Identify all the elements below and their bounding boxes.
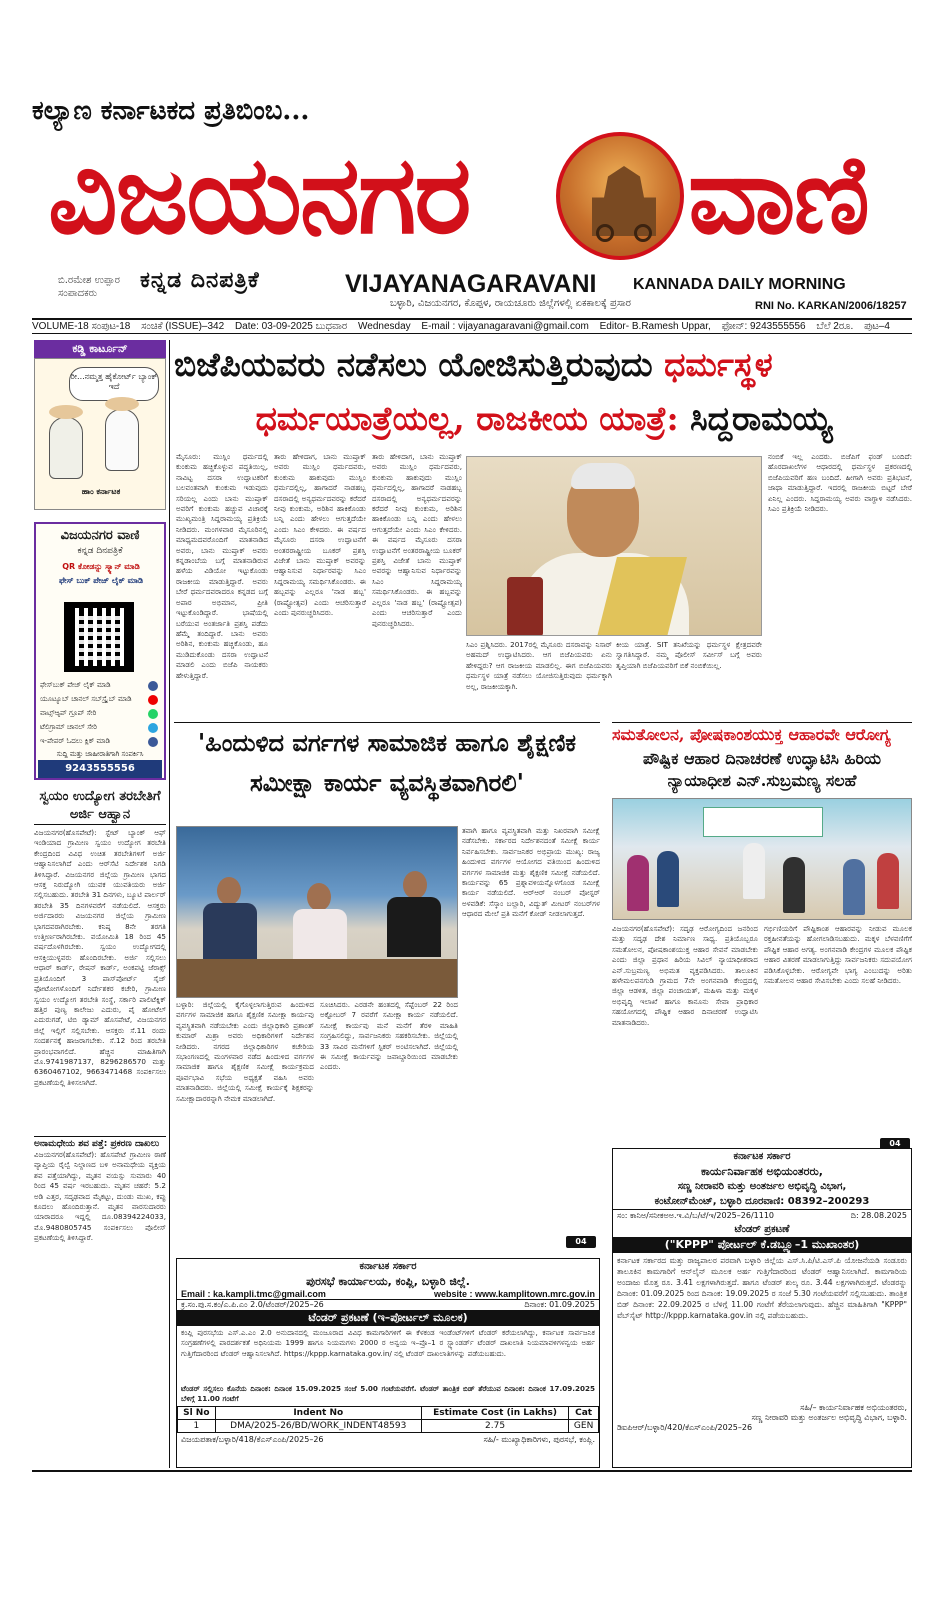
kampli-website[interactable]: website : www.kamplitown.mrc.gov.in	[433, 1289, 595, 1299]
kampli-tender-notice	[176, 1258, 600, 1468]
table-cell: DMA/2025-26/BD/WORK_INDENT48593	[215, 1420, 421, 1433]
kampli-date: ದಿನಾಂಕ: 01.09.2025	[524, 1300, 595, 1309]
issue: ಸಂಚಿಕೆ (ISSUE)–342	[141, 321, 225, 332]
email: E-mail : vijayanagaravani@gmail.com	[421, 321, 589, 332]
continued-page-tag: 04	[566, 1236, 596, 1248]
qr-line-2: ಫೇಸ್ ಬುಕ್ ಪೇಜ್ ಲೈಕ್ ಮಾಡಿ	[58, 576, 144, 585]
irrigation-sign-2: ಸಣ್ಣ ನೀರಾವರಿ ಮತ್ತು ಅಂತರ್ಜಲ ಅಭಿವೃದ್ಧಿ ವಿಭಾಗ, ಬಳ್ಳಾರಿ.	[751, 1413, 907, 1422]
contact-label: ಸುದ್ದಿ ಮತ್ತು ಜಾಹೀರಾತಿಗಾಗಿ ಸಂಪರ್ಕಿಸಿ	[56, 750, 144, 758]
irrigation-tender-notice	[612, 1148, 912, 1468]
kampli-ref: ಕ್ರ.ಸಂ.ಪು.ಸ.ಕಂ/ಎ.ಪಿ.ಎಂ 2.0/ಟೆಂಡರ್/2025–26	[181, 1300, 324, 1309]
nutrition-event-photo	[612, 798, 912, 920]
kampli-dates: ಟೆಂಡರ್ ಸಲ್ಲಿಸಲು ಕೊನೆಯ ದಿನಾಂಕ: ದಿನಾಂಕ 15.09.2025 ಸಂಜೆ 5.00 ಗಂಟೆಯವರೆಗೆ. ಟೆಂಡರ್ ತಾಂತ್ರಿಕ ಬಿಡ್ ತೆರೆಯುವ ದಿನಾಂಕ: ದಿನಾಂಕ 17.09.2025 ಬೆಳಿಗ್ಗೆ 11.00 ಗಂಟೆಗೆ	[181, 1384, 595, 1404]
english-name: VIJAYANAGARAVANI	[345, 270, 597, 298]
kampli-footer-left: ವಿಜಯಪತಾಕ/ಬಳ್ಳಾರಿ/418/ಕೆಎಸ್‌ಎಂಪಿ/2025–26	[181, 1435, 324, 1444]
nutrition-column-2: ಗರ್ಭಿಣಿಯರಿಗೆ ಪೌಷ್ಟಿಕಾಂಶ ಆಹಾರವನ್ನು ನೀಡುವ ಮೂಲಕ ರಕ್ತಹೀನತೆಯನ್ನು ಹೋಗಲಾಡಿಸಬಹುದು. ಮಕ್ಕಳ ಬೆಳವಣಿಗೆಗೆ ಪೌಷ್ಟಿಕ ಆಹಾರ ಅಗತ್ಯ. ಅಂಗನವಾಡಿ ಕೇಂದ್ರಗಳ ಮೂಲಕ ಪೌಷ್ಟಿಕ ಆಹಾರ ವಿತರಣೆ ಮಾಡಲಾಗುತ್ತಿದ್ದು ಸಾರ್ವಜನಿಕರು ಸದುಪಯೋಗ ಪಡಿಸಿಕೊಳ್ಳಬೇಕು. ಆರೋಗ್ಯವೇ ಭಾಗ್ಯ ಎಂಬುದನ್ನು ಅರಿತು ಸಮತೋಲನ ಆಹಾರ ಸೇವಿಸಬೇಕು ಎಂದು ಸಲಹೆ ನೀಡಿದರು.	[764, 924, 912, 986]
lead-headline2-black: ಸಿದ್ದರಾಮಯ್ಯ	[690, 399, 833, 438]
kampli-indent-table	[177, 1406, 599, 1433]
kannada-daily-label: ಕನ್ನಡ ದಿನಪತ್ರಿಕೆ	[140, 268, 260, 293]
page-bottom-rule	[32, 1470, 912, 1472]
irrigation-office-3: ಕಂಟೋನ್‌ಮೆಂಟ್, ಬಳ್ಳಾರಿ ದೂರವಾಣಿ: 08392–200293	[654, 1196, 870, 1207]
cartoon-caption: ಹಾಂ ಕರ್ನಾಟಕ	[81, 487, 121, 496]
qr-promo-box	[34, 522, 166, 780]
contact-phone[interactable]: 9243555556	[38, 760, 162, 778]
issue-info-bar	[32, 318, 912, 334]
editor-credit	[58, 274, 120, 300]
survey-column-2: ಸೂಚಿಸಿದರು. ಎರಡನೇ ಹಂತದಲ್ಲಿ ಸೆಪ್ಟೆಂಬರ್ 22 ರಿಂದ ಅಕ್ಟೋಬರ್ 7 ರವರೆಗೆ ಸಮೀಕ್ಷಾ ಕಾರ್ಯ ನಡೆಯಲಿದೆ. ಸಮೀಕ್ಷೆ ಕಾರ್ಯವು ಮನೆ ಮನೆಗೆ ತೆರಳಿ ಮಾಹಿತಿ ಸಂಗ್ರಹಿಸಲಿದ್ದು, ಸಾರ್ವಜನಿಕರು ಸಹಕರಿಸಬೇಕು. ಜಿಲ್ಲೆಯಲ್ಲಿ 33 ಸಾವಿರ ಮನೆಗಳಿಗೆ ಸ್ಟಿಕರ್ ಅಂಟಿಸಲಾಗಿದೆ. ಜಿಲ್ಲೆಯಲ್ಲಿ ಈ ಸಮೀಕ್ಷೆ ಕಾರ್ಯವನ್ನು ಜವಾಬ್ದಾರಿಯಿಂದ ಮಾಡಬೇಕು ಎಂದರು.	[320, 1000, 458, 1072]
irrigation-office-2: ಸಣ್ಣ ನೀರಾವರಿ ಮತ್ತು ಅಂತರ್ಜಲ ಅಭಿವೃದ್ಧಿ ವಿಭಾಗ,	[677, 1181, 847, 1192]
qr-subtitle: ಕನ್ನಡ ದಿನಪತ್ರಿಕೆ	[77, 546, 123, 556]
rni-number: RNI No. KARKAN/2006/18257	[755, 300, 907, 312]
epaper-icon[interactable]	[148, 737, 158, 747]
qr-line-1: QR ಕೋಡನ್ನು ಸ್ಕ್ಯಾನ್ ಮಾಡಿ	[62, 562, 140, 571]
table-cell: 1	[178, 1420, 216, 1433]
kampli-office: ಪುರಸಭೆ ಕಾರ್ಯಾಲಯ, ಕಂಪ್ಲಿ, ಬಳ್ಳಾರಿ ಜಿಲ್ಲೆ.	[306, 1275, 470, 1288]
editor-role: ಸಂಪಾದಕರು	[58, 288, 98, 299]
lead-headline-line1	[174, 340, 914, 390]
survey-column-1: ಬಳ್ಳಾರಿ: ಜಿಲ್ಲೆಯಲ್ಲಿ ಕೈಗೊಳ್ಳಲಾಗುತ್ತಿರುವ ಹಿಂದುಳಿದ ವರ್ಗಗಳ ಸಾಮಾಜಿಕ ಹಾಗೂ ಶೈಕ್ಷಣಿಕ ಸಮೀಕ್ಷಾ ಕಾರ್ಯವು ವ್ಯವಸ್ಥಿತವಾಗಿ ನಡೆಯಬೇಕು ಎಂದು ಜಿಲ್ಲಾಧಿಕಾರಿ ಪ್ರಶಾಂತ್ ಕುಮಾರ್ ಮಿಶ್ರಾ ಅವರು ಅಧಿಕಾರಿಗಳಿಗೆ ನಿರ್ದೇಶನ ನೀಡಿದರು. ನಗರದ ಜಿಲ್ಲಾಧಿಕಾರಿಗಳ ಕಚೇರಿಯ ಸಭಾಂಗಣದಲ್ಲಿ ಮಂಗಳವಾರ ನಡೆದ ಹಿಂದುಳಿದ ವರ್ಗಗಳ ಸಾಮಾಜಿಕ ಹಾಗೂ ಶೈಕ್ಷಣಿಕ ಸಮೀಕ್ಷೆ ಕಾರ್ಯಕ್ರಮದ ಪೂರ್ವಭಾವಿ ಸಭೆಯ ಅಧ್ಯಕ್ಷತೆ ವಹಿಸಿ ಅವರು ಮಾತನಾಡಿದರು. ಜಿಲ್ಲೆಯಲ್ಲಿ ಸಮೀಕ್ಷೆ ಕಾರ್ಯಕ್ಕೆ ಶಿಕ್ಷಕರನ್ನು ಸಮೀಕ್ಷಾದಾರರನ್ನಾಗಿ ನೇಮಕ ಮಾಡಲಾಗಿದೆ.	[176, 1000, 314, 1103]
irrigation-footer: ಡಿಐಪಿಆರ್/ಬಳ್ಳಾರಿ/420/ಕೆಎಸ್‌ಎಂಪಿ/2025–26	[617, 1423, 753, 1432]
youtube-icon[interactable]	[148, 695, 158, 705]
story-self-employment-body: ವಿಜಯನಗರ(ಹೊಸಪೇಟೆ): ಸ್ಟೇಟ್ ಬ್ಯಾಂಕ್ ಆಫ್ ಇಂಡಿಯಾದ ಗ್ರಾಮೀಣ ಸ್ವಯಂ ಉದ್ಯೋಗ ತರಬೇತಿ ಕೇಂದ್ರದಿಂದ ವಿವಿಧ ಉಚಿತ ತರಬೇತಿಗಳಿಗೆ ಅರ್ಜಿ ಆಹ್ವಾನಿಸಲಾಗಿದೆ ಎಂದು ಆರ್‌ಸೆಟಿ ನಿರ್ದೇಶಕ ನಿಗಡಿ ತಿಳಿಸಿದ್ದಾರೆ. ವಿಜಯನಗರ ಜಿಲ್ಲೆಯ ಗ್ರಾಮೀಣ ಭಾಗದ ಆಸಕ್ತ ನಿರುದ್ಯೋಗಿ ಯುವಕ ಯುವತಿಯರು ಅರ್ಜಿ ಸಲ್ಲಿಸಬಹುದು. ತರಬೇತಿ 31 ದಿನಗಳು, ಬ್ಯೂಟಿ ಪಾರ್ಲರ್ ತರಬೇತಿ 35 ದಿನಗಳವರೆಗೆ ನಡೆಯಲಿದೆ. ಆಸಕ್ತರು ಅರ್ಜಿದಾರರು ವಿಜಯನಗರ ಜಿಲ್ಲೆಯ ಗ್ರಾಮೀಣ ಭಾಗದವರಾಗಿರಬೇಕು. ಕನಿಷ್ಠ 8ನೇ ತರಗತಿ ಉತ್ತೀರ್ಣರಾಗಿರಬೇಕು. ವಯೋಮಿತಿ 18 ರಿಂದ 45 ವರ್ಷದೊಳಗಿರಬೇಕು. ಸ್ವಯಂ ಉದ್ಯೋಗದಲ್ಲಿ ಆಸಕ್ತಿಯುಳ್ಳವರು ಹೊಂದಿರಬೇಕು. ಅರ್ಜಿ ಸಲ್ಲಿಸಲು ಆಧಾರ್ ಕಾರ್ಡ್, ರೇಷನ್ ಕಾರ್ಡ್, ಅಂಕಪಟ್ಟಿ ಜೆರಾಕ್ಸ್ ಪ್ರತಿಯೊಂದಿಗೆ 3 ಪಾಸ್‌ಪೋರ್ಟ್ ಸೈಜ್ ಫೋಟೋಗಳೊಂದಿಗೆ ನಿರ್ದೇಶಕರ ಕಚೇರಿ, ಗ್ರಾಮೀಣ ಸ್ವಯಂ ಉದ್ಯೋಗ ತರಬೇತಿ ಸಂಸ್ಥೆ, ಸರ್ಕಾರಿ ಪಾಲಿಟೆಕ್ನಿಕ್ ಹತ್ತಿರ ಪುಣ್ಯ ಕಾಲೇಜು ಎದುರು, ಪೈ ಹೋಟೆಲ್ ಎದುರುಗಡೆ, ಟಿಬಿ ಡ್ಯಾಮ್ ಹೊಸಪೇಟೆ, ವಿಜಯನಗರ ಜಿಲ್ಲೆ ಇಲ್ಲಿಗೆ ಸಲ್ಲಿಸಬೇಕು. ಆಸಕ್ತರು ಸೆ.11 ರಂದು ಸಂದರ್ಶನಕ್ಕೆ ಹಾಜರಾಗಬೇಕು. ಸೆ.12 ರಿಂದ ತರಬೇತಿ ಪ್ರಾರಂಭವಾಗಲಿದೆ. ಹೆಚ್ಚಿನ ಮಾಹಿತಿಗಾಗಿ ಮೊ.9741987137, 8296286570 ಮತ್ತು 6360467102, 9663471468 ಸಂಪರ್ಕಿಸಲು ಪ್ರಕಟಣೆಯಲ್ಲಿ ತಿಳಿಸಲಾಗಿದೆ.	[34, 828, 166, 1087]
lead-headline-black: ಬಿಜೆಪಿಯವರು ನಡೆಸಲು ಯೋಜಿಸುತ್ತಿರುವುದು	[174, 345, 653, 384]
story-body-found-title: ಅನಾಮಧೇಯ ಶವ ಪತ್ತೆ: ಪ್ರಕರಣ ದಾಖಲು	[34, 1136, 166, 1149]
kampli-tender-label: ಟೆಂಡರ್ ಪ್ರಕಟಣೆ (ಇ–ಪೋರ್ಟಲ್ ಮೂಲಕ)	[177, 1310, 599, 1326]
survey-meeting-photo	[176, 826, 458, 998]
facebook-icon[interactable]	[148, 681, 158, 691]
hampi-stone-chariot-icon	[556, 132, 684, 260]
story-self-employment-title: ಸ್ವಯಂ ಉದ್ಯೋಗ ತರಬೇತಿಗೆ ಅರ್ಜಿ ಆಹ್ವಾನ	[34, 788, 166, 825]
table-cell: 2.75	[421, 1420, 568, 1433]
table-header: Indent No	[215, 1407, 421, 1420]
volume: VOLUME-18 ಸಂಪುಟ-18	[32, 321, 131, 332]
story-body-found-body: ವಿಜಯನಗರ(ಹೊಸಪೇಟೆ): ಹೊಸಪೇಟೆ ಗ್ರಾಮೀಣ ಠಾಣೆ ವ್ಯಾಪ್ತಿಯ ರೈಲ್ವೆ ನಿಲ್ದಾಣದ ಬಳಿ ಅನಾಮಧೇಯ ವ್ಯಕ್ತಿಯ ಶವ ಪತ್ತೆಯಾಗಿದ್ದು, ಮೃತನ ವಯಸ್ಸು ಸುಮಾರು 40 ರಿಂದ 45 ವರ್ಷ ಇರಬಹುದು. ಮೃತನ ಚಹರೆ: 5.2 ಅಡಿ ಎತ್ತರ, ಸದೃಢವಾದ ಮೈಕಟ್ಟು, ದುಂಡು ಮುಖ, ಕಪ್ಪು ಕೂದಲು ಹೊಂದಿರುತ್ತಾನೆ. ಮೃತನ ವಾರಸುದಾರರು ಯಾರಾದರೂ ಇದ್ದಲ್ಲಿ ದೂ.08394224033, ಮೊ.9480805745 ಸಂಪರ್ಕಿಸಲು ಪೊಲೀಸ್ ಪ್ರಕಟಣೆಯಲ್ಲಿ ತಿಳಿಸಿದ್ದಾರೆ.	[34, 1150, 166, 1243]
whatsapp-icon[interactable]	[148, 709, 158, 719]
cartoon-bubble: ರೀ...ನಮ್ಮತ್ತ ಹೈಕೋರ್ಟ್ ಬ್ಯಾಂಕ್ ಇದೆ	[69, 367, 159, 401]
cartoon-figure-right	[105, 409, 139, 471]
editor: Editor- B.Ramesh Uppar,	[599, 321, 711, 332]
column-rule	[169, 340, 170, 1468]
kampli-email[interactable]: Email : ka.kampli.tmc@gmail.com	[181, 1289, 326, 1299]
lead-column-2b: ತಾರು ಹೇಳಿದಾಗ, ಬಾನು ಮುಷ್ತಾಕ್ ಅವರು ಮುಸ್ಲಿಂ ಧರ್ಮದವರು, ಕುಂಕುಮ ಹಾಕುವುದು ಮುಸ್ಲಿಂ ಧರ್ಮದಲ್ಲಿಲ್ಲ, ಹಾಗಾದರೆ ನಾಡಹಬ್ಬ ದಸರಾದಲ್ಲಿ ಅನ್ಯಧರ್ಮದವರನ್ನು ಕರೆದರೆ ನೀವು ಕುಂಕುಮ, ಅರಿಶಿನ ಹಾಕಿಕೊಂಡು ಬನ್ನಿ ಎಂದು ಹೇಳಲು ಆಗುತ್ತದೆಯೇ ಎಂದು ಸಿಎಂ ಕೇಳಿದರು. ಈ ವರ್ಷದ ಮೈಸೂರು ದಸರಾ ಉದ್ಘಾಟನೆಗೆ ಅಂತರರಾಷ್ಟ್ರೀಯ ಬೂಕರ್ ಪ್ರಶಸ್ತಿ ವಿಜೇತೆ ಬಾನು ಮುಷ್ತಾಕ್ ಅವರನ್ನು ಆಹ್ವಾನಿಸುವ ನಿರ್ಧಾರವನ್ನು ಸಿಎಂ ಸಿದ್ದರಾಮಯ್ಯ ಸಮರ್ಥಿಸಿಕೊಂಡರು. ಈ ಹಬ್ಬವನ್ನು ಎಲ್ಲರೂ 'ನಾಡ ಹಬ್ಬ' (ರಾಷ್ಟ್ರೋತ್ಸವ) ಎಂದು ಆಚರಿಸುತ್ತಾರೆ ಎಂದು ಪುನರುಚ್ಚರಿಸಿದರು.	[372, 452, 462, 628]
lead-column-2: ತಾರು ಹೇಳಿದಾಗ, ಬಾನು ಮುಷ್ತಾಕ್ ಅವರು ಮುಸ್ಲಿಂ ಧರ್ಮದವರು, ಕುಂಕುಮ ಹಾಕುವುದು ಮುಸ್ಲಿಂ ಧರ್ಮದಲ್ಲಿಲ್ಲ, ಹಾಗಾದರೆ ನಾಡಹಬ್ಬ ದಸರಾದಲ್ಲಿ ಅನ್ಯಧರ್ಮದವರನ್ನು ಕರೆದರೆ ನೀವು ಕುಂಕುಮ, ಅರಿಶಿನ ಹಾಕಿಕೊಂಡು ಬನ್ನಿ ಎಂದು ಹೇಳಲು ಆಗುತ್ತದೆಯೇ ಎಂದು ಸಿಎಂ ಕೇಳಿದರು. ಈ ವರ್ಷದ ಮೈಸೂರು ದಸರಾ ಉದ್ಘಾಟನೆಗೆ ಅಂತರರಾಷ್ಟ್ರೀಯ ಬೂಕರ್ ಪ್ರಶಸ್ತಿ ವಿಜೇತೆ ಬಾನು ಮುಷ್ತಾಕ್ ಅವರನ್ನು ಆಹ್ವಾನಿಸುವ ನಿರ್ಧಾರವನ್ನು ಸಿಎಂ ಸಿದ್ದರಾಮಯ್ಯ ಸಮರ್ಥಿಸಿಕೊಂಡರು. ಈ ಹಬ್ಬವನ್ನು ಎಲ್ಲರೂ 'ನಾಡ ಹಬ್ಬ' (ರಾಷ್ಟ್ರೋತ್ಸವ) ಎಂದು ಆಚರಿಸುತ್ತಾರೆ ಎಂದು ಪುನರುಚ್ಚರಿಸಿದರು.	[274, 452, 366, 618]
table-row	[178, 1420, 599, 1433]
link-telegram[interactable]: ಟೆಲಿಗ್ರಾಮ್ ಚಾನಲ್ ಸೇರಿ	[40, 723, 97, 731]
nutrition-headline: ಸಮತೋಲನ, ಪೋಷಕಾಂಶಯುಕ್ತ ಆಹಾರವೇ ಆರೋಗ್ಯ	[612, 722, 912, 747]
date: Date: 03-09-2025 ಬುಧವಾರ	[234, 321, 348, 332]
lead-headline-red: ಧರ್ಮಸ್ಥಳ	[664, 345, 773, 384]
editor-name: ಬಿ.ರಮೇಶ ಉಪ್ಪಾರ	[58, 275, 120, 286]
qr-title: ವಿಜಯನಗರ ವಾಣಿ	[60, 528, 140, 543]
link-facebook[interactable]: ಫೇಸ್‌ಬುಕ್ ಪೇಜ್ ಲೈಕ್ ಮಾಡಿ	[40, 681, 111, 689]
irrigation-date: ದಿ: 28.08.2025	[850, 1211, 907, 1220]
phone: ಫೋನ್: 9243555556	[721, 321, 806, 332]
lead-column-3: ಸಿಎಂ ಪ್ರಶ್ನಿಸಿದರು. 2017ರಲ್ಲಿ ಮೈಸೂರು ದಸರಾವನ್ನು ನಿಸಾರ್ ಅಹಮದ್ ಉದ್ಘಾಟಿಸಿದರು. ಆಗ ಬಿಜೆಪಿಯವರು ಏನು ಹೇಳಿದ್ದರು? ಆಗ ರಾಜಕೀಯ ಮಾಡಲಿಲ್ಲ. ಈಗ ಬಿಜೆಪಿಯವರು ಧರ್ಮಸ್ಥಳ ಯಾತ್ರೆ ನಡೆಸಲು ಯೋಜಿಸುತ್ತಿರುವುದು ಧರ್ಮಕ್ಕಾಗಿ ಅಲ್ಲ, ರಾಜಕೀಯಕ್ಕಾಗಿ.	[466, 640, 612, 691]
cartoon-panel	[34, 358, 166, 510]
lead-column-1: ಮೈಸೂರು: ಮುಸ್ಲಿಂ ಧರ್ಮದಲ್ಲಿ ಕುಂಕುಮ ಹಚ್ಚಿಕೊಳ್ಳುವ ಪದ್ಧತಿಯಿಲ್ಲ, ನಾವಿಟ್ಟ ದಸರಾ ಉದ್ಘಾಟಕರಿಗೆ ಬಲವಂತವಾಗಿ ಕುಂಕುಮ ಇಡುವುದು ಸರಿಯಲ್ಲ ಎಂದು ಬಾನು ಮುಷ್ತಾಕ್ ಅವರಿಗೆ ಕುಂಕುಮ ಹಚ್ಚುವ ವಿಚಾರಕ್ಕೆ ಮುಖ್ಯಮಂತ್ರಿ ಸಿದ್ದರಾಮಯ್ಯ ಪ್ರತಿಕ್ರಿಯೆ ನೀಡಿದರು. ಮಂಗಳವಾರ ಮೈಸೂರಿನಲ್ಲಿ ಮಾಧ್ಯಮದವರೊಂದಿಗೆ ಮಾತನಾಡಿದ ಅವರು, ಬಾನು ಮುಷ್ತಾಕ್ ಅವರು ಕನ್ನಡಾಂಬೆಯ ಬಗ್ಗೆ ಮಾತನಾಡಿರುವ ಹಳೆಯ ವಿಡಿಯೋ ಇಟ್ಟುಕೊಂಡು ರಾಜಕೀಯ ಮಾಡುತ್ತಿದ್ದಾರೆ. ಅವರು ಬೇರೆ ಧರ್ಮದವರಾದರೂ ಕನ್ನಡದ ಬಗ್ಗೆ ಅಪಾರ ಅಭಿಮಾನ, ಪ್ರೀತಿ ಇಟ್ಟುಕೊಂಡಿದ್ದಾರೆ. ಭಾಷೆಯಲ್ಲಿ ಬರೆಯುವ ಅಂತರ್ಜಾತಿ ಪ್ರಶಸ್ತಿ ಪಡೆದು ಹೆಮ್ಮೆ ತಂದಿದ್ದಾರೆ. ಬಾನು ಅವರು ಅರಿಶಿನ, ಕುಂಕುಮ ಹಚ್ಚಿಕೊಂಡು, ಹೂ ಮುಡಿದುಕೊಂಡು ದಸರಾ ಉದ್ಘಾಟನೆ ಮಾಡಲಿ ಎಂದು ಬಿಜೆಪಿ ನಾಯಕರು ಹೇಳುತ್ತಿದ್ದಾರೆ.	[176, 452, 268, 680]
irrigation-office-1: ಕಾರ್ಯನಿರ್ವಾಹಕ ಅಭಿಯಂತರರು,	[701, 1165, 823, 1178]
nutrition-subhead: ಪೌಷ್ಟಿಕ ಆಹಾರ ದಿನಾಚರಣೆ ಉದ್ಘಾಟಿಸಿ ಹಿರಿಯ ನ್ಯಾಯಾಧೀಶ ಎನ್.ಸುಬ್ರಮಣ್ಯ ಸಲಹೆ	[642, 749, 882, 790]
link-epaper[interactable]: ಇ-ಪೇಪರ್ ಓದಲು ಕ್ಲಿಕ್ ಮಾಡಿ	[40, 737, 111, 745]
irrigation-ref: ಸಂ: ಕಾನಿಅ/ಸನೀಕಅಅ.ಇ.ವಿ/ಬ/ಟೆ/ಇ/2025–26/1110	[617, 1211, 775, 1220]
masthead-title-left: ವಿಜಯನಗರ	[48, 132, 470, 258]
telegram-icon[interactable]	[148, 723, 158, 733]
english-subtitle: KANNADA DAILY MORNING	[633, 276, 846, 293]
masthead	[48, 130, 908, 270]
lead-column-4: ಕೀಯ ಯಾತ್ರೆ. SIT ತನಿಖೆಯನ್ನು ಧರ್ಮಸ್ಥಳ ಕ್ಷೇತ್ರದವರೇ ಸ್ವಾಗತಿಸಿದ್ದಾರೆ. ನಮ್ಮ ಪೊಲೀಸ್ ಸರ್ವೀಸ್ ಬಗ್ಗೆ ಅವರು ತೃಪ್ತಿಯಾಗಿ ಬಿಜೆಪಿಯವರಿಗೆ ಬಿಕೆ ನಂಬಿಕೆಯಿಲ್ಲ.	[616, 640, 762, 670]
lead-headline2-red: ಧರ್ಮಯಾತ್ರೆಯಲ್ಲ, ರಾಜಕೀಯ ಯಾತ್ರೆ:	[255, 399, 679, 438]
kampli-govt: ಕರ್ನಾಟಕ ಸರ್ಕಾರ	[359, 1261, 417, 1272]
table-header: Sl No	[178, 1407, 216, 1420]
kampli-footer-right: ಸಹಿ/- ಮುಖ್ಯಾಧಿಕಾರಿಗಳು, ಪುರಸಭೆ, ಕಂಪ್ಲಿ.	[483, 1435, 595, 1444]
lead-headline-line2	[174, 394, 914, 444]
link-youtube[interactable]: ಯೂಟ್ಯೂಬ್ ಚಾನಲ್ ಸಬ್‌ಸ್ಕ್ರೈಬ್ ಮಾಡಿ	[40, 695, 132, 703]
link-whatsapp[interactable]: ವಾಟ್ಸ್‌ಆ್ಯಪ್ ಗ್ರೂಪ್ ಸೇರಿ	[40, 709, 97, 717]
table-header: Estimate Cost (in Lakhs)	[421, 1407, 568, 1420]
lead-column-5: ನಂಬಿಕೆ ಇಲ್ಲ ಎಂದರು. ಬಿಜೆಪಿಗೆ ಫಂಡ್ ಬಂದಿದೆ: ಹೊರದಾಖಲೆಗಳ ಆಧಾರದಲ್ಲಿ ಧರ್ಮಸ್ಥಳ ಪ್ರಕರಣದಲ್ಲಿ ಬಿಜೆಪಿಯವರಿಗೆ ಹಣ ಬಂದಿದೆ. ಹೀಗಾಗಿ ಅವರು ಪ್ರತಿಭಟನೆ, ಜಾಥಾ ಮಾಡುತ್ತಿದ್ದಾರೆ. ಇದರಲ್ಲಿ ರಾಜಕೀಯ ಬಿಟ್ಟರೆ ಬೇರೆ ಏನಿಲ್ಲ ಎಂದರು. ಸಿದ್ದರಾಮಯ್ಯ ಅವರು ವಾಗ್ದಾಳಿ ನಡೆಸಿದರು. ಸಿಎಂ ಪ್ರತಿಕ್ರಿಯೆ ನೀಡಿದರು.	[768, 452, 912, 514]
survey-headline: 'ಹಿಂದುಳಿದ ವರ್ಗಗಳ ಸಾಮಾಜಿಕ ಹಾಗೂ ಶೈಕ್ಷಣಿಕ ಸಮೀಕ್ಷಾ ಕಾರ್ಯ ವ್ಯವಸ್ಥಿತವಾಗಿರಲಿ'	[174, 722, 600, 803]
cartoon-figure-left	[49, 417, 83, 479]
qr-code-icon[interactable]	[64, 602, 134, 672]
table-cell: GEN	[569, 1420, 599, 1433]
masthead-tagline: ಕಲ್ಯಾಣ ಕರ್ನಾಟಕದ ಪ್ರತಿಬಿಂಬ...	[32, 96, 310, 126]
masthead-title-right: ವಾಣಿ	[688, 132, 868, 258]
survey-column-3: ತವಾಗಿ ಹಾಗೂ ವ್ಯವಸ್ಥಿತವಾಗಿ ಮತ್ತು ನಿಖರವಾಗಿ ಸಮೀಕ್ಷೆ ನಡೆಸಬೇಕು. ಸರ್ಕಾರದ ನಿರ್ದೇಶನದಂತೆ ಸಮೀಕ್ಷೆ ಕಾರ್ಯ ನಿರ್ವಹಿಸಬೇಕು. ಸಾರ್ವಜನಿಕರ ಅಭಿಪ್ರಾಯ ಮುಖ್ಯ: ರಾಜ್ಯ ಹಿಂದುಳಿದ ವರ್ಗಗಳ ಆಯೋಗದ ವತಿಯಿಂದ ಹಿಂದುಳಿದ ವರ್ಗಗಳ ಸಾಮಾಜಿಕ ಮತ್ತು ಶೈಕ್ಷಣಿಕ ಸಮೀಕ್ಷೆ ನಡೆಯಲಿದೆ. ಕಾರ್ಯವನ್ನು 65 ಪ್ರಶ್ನಾವಳಿಯನ್ನೊಳಗೊಂಡ ಸಮೀಕ್ಷೆ ಕಾರ್ಯ ನಡೆಯಲಿದೆ. ಆರ್‌ಆರ್ ನಂಬರ್ ಪೋಸ್ಟರ್ ಅಳವಡಿಕೆ: ಸೆಸ್ಕಾಂ ಬಲ್ಲಾರಿ, ವಿದ್ಯುತ್ ಮೀಟರ್ ನಂಬರ್‌ಗಳ ಆಧಾರದ ಮೇಲೆ ಪ್ರತಿ ಮನೆಗೆ ಕೋಡ್ ನೀಡಲಾಗುತ್ತದೆ.	[462, 826, 600, 919]
irrigation-body: ಕರ್ನಾಟಕ ಸರ್ಕಾರದ ಮತ್ತು ರಾಜ್ಯಪಾಲರ ಪರವಾಗಿ ಬಳ್ಳಾರಿ ಜಿಲ್ಲೆಯ ಎಸ್.ಸಿ.ಪಿ/ಟಿ.ಎಸ್.ಪಿ ಯೋಜನೆಯಡಿ ಸಂಡೂರು ತಾಲೂಕಿನ ಕಾಮಗಾರಿಗೆ ಆನ್‌ಲೈನ್ ಮೂಲಕ ಅರ್ಹ ಗುತ್ತಿಗೆದಾರರಿಂದ ಟೆಂಡರ್ ಆಹ್ವಾನಿಸಲಾಗಿದೆ. ಕಾಮಗಾರಿಯ ಅಂದಾಜು ಮೊತ್ತ ರೂ. 3.41 ಲಕ್ಷಗಳಾಗಿರುತ್ತದೆ. ಹಾಗೂ ಟೆಂಡರ್ ಶುಲ್ಕ ರೂ. 3.44 ಲಕ್ಷಗಳಾಗಿರುತ್ತದೆ. ಟೆಂಡರನ್ನು ದಿನಾಂಕ: 01.09.2025 ರಿಂದ ದಿನಾಂಕ: 19.09.2025 ರ ಸಂಜೆ 5.30 ಗಂಟೆಯವರೆಗೆ ಸಲ್ಲಿಸಬಹುದು. ತಾಂತ್ರಿಕ ಬಿಡ್ ದಿನಾಂಕ: 22.09.2025 ರ ಬೆಳಿಗ್ಗೆ 11.00 ಗಂಟೆಗೆ ತೆರೆಯಲಾಗುವುದು. ಹೆಚ್ಚಿನ ಮಾಹಿತಿಗಾಗಿ "KPPP" ವೆಬ್‌ಸೈಟ್ http://kppp.karnataka.gov.in ನಲ್ಲಿ ಪಡೆಯಬಹುದು.	[617, 1256, 907, 1320]
irrigation-label-2: ("KPPP" ಪೋರ್ಟಲ್ ಕೆ.ಡಬ್ಲ್ಯೂ–1 ಮುಖಾಂತರ)	[613, 1237, 911, 1253]
pages: ಪುಟ–4	[864, 321, 890, 332]
weekday: Wednesday	[358, 321, 411, 332]
chief-minister-photo	[466, 456, 762, 636]
cartoon-label: ಕಡ್ಡಿ ಕಾರ್ಟೂನ್	[34, 340, 166, 358]
kampli-body: ಕಂಪ್ಲಿ ಪುರಸಭೆಯ ಎಸ್.ಎ.ಎಂ 2.0 ಅನುದಾನದಲ್ಲಿ ಮಂಜೂರಾದ ವಿವಿಧ ಕಾಮಗಾರಿಗಳಿಗೆ ಈ ಕೆಳಕಂಡ ಇಂಡೆಂಟ್‌ಗಳಿಗೆ ಟೆಂಡರ್ ಕರೆಯಲಾಗಿದ್ದು, ಕರ್ನಾಟಕ ಸಾರ್ವಜನಿಕ ಸಂಗ್ರಹಣೆಗಳಲ್ಲಿ ಪಾರದರ್ಶಕತೆ ಅಧಿನಿಯಮ 1999 ಹಾಗೂ ನಿಯಮಗಳು 2000 ರ ಅನ್ವಯ ಇ–ಪ್ರೊ–1 ರ ಸ್ಟ್ಯಾಂಡರ್ಡ್ ಟೆಂಡರ್ ದಾಖಲಾತಿ ನಿಯಮಾವಳಿಗಳನ್ವಯ ಅರ್ಹ ಗುತ್ತಿಗೆದಾರರಿಂದ ಟೆಂಡರ್ ಆಹ್ವಾನಿಸಲಾಗಿದೆ. https://kppp.karnataka.gov.in/ ನಲ್ಲಿ ಟೆಂಡರ್ ದಾಖಲಾತಿಗಳನ್ನು ಪಡೆಯಬಹುದು.	[181, 1328, 595, 1358]
nutrition-column-1: ವಿಜಯನಗರ(ಹೊಸಪೇಟೆ): ಸದೃಢ ಆರೋಗ್ಯದಿಂದ ಜನರಿಂದ ಮತ್ತು ಸದೃಢ ದೇಶ ನಿರ್ಮಾಣ ಸಾಧ್ಯ. ಪ್ರತಿಯೊಬ್ಬರೂ ಸಮತೋಲನ, ಪೋಷಕಾಂಶಯುಕ್ತ ಆಹಾರ ಸೇವನೆ ಮಾಡಬೇಕು ಎಂದು ಜಿಲ್ಲಾ ಪ್ರಧಾನ ಹಿರಿಯ ಸಿವಿಲ್ ನ್ಯಾಯಾಧೀಶರಾದ ಎನ್.ಸುಬ್ರಮಣ್ಯ ಅಭಿಮತ ವ್ಯಕ್ತಪಡಿಸಿದರು. ತಾಲೂಕಿನ ಹಳೇಮಲಪನಗುಡಿ ಗ್ರಾಮದ 7ನೇ ಅಂಗನವಾಡಿ ಕೇಂದ್ರದಲ್ಲಿ ಜಿಲ್ಲಾ ಆಡಳಿತ, ಜಿಲ್ಲಾ ಪಂಚಾಯತ್, ಮಹಿಳಾ ಮತ್ತು ಮಕ್ಕಳ ಅಭಿವೃದ್ಧಿ ಇಲಾಖೆ ಹಾಗೂ ಕಾನೂನು ಸೇವಾ ಪ್ರಾಧಿಕಾರ ಸಹಯೋಗದಲ್ಲಿ ಪೌಷ್ಟಿಕ ಆಹಾರ ದಿನಾಚರಣೆ ಉದ್ಘಾಟಿಸಿ ಮಾತನಾಡಿದರು.	[612, 924, 758, 1027]
irrigation-label-1: ಟೆಂಡರ್ ಪ್ರಕಟಣೆ	[734, 1224, 790, 1235]
continued-page-tag-2: 04	[880, 1138, 910, 1150]
coverage-note: ಬಳ್ಳಾರಿ, ವಿಜಯನಗರ, ಕೊಪ್ಪಳ, ರಾಯಚೂರು ಜಿಲ್ಲೆಗಳಲ್ಲಿ ಏಕಕಾಲಕ್ಕೆ ಪ್ರಸಾರ	[390, 298, 631, 309]
table-header: Cat	[569, 1407, 599, 1420]
price: ಬೆಲೆ 2ರೂ.	[816, 321, 854, 332]
irrigation-govt: ಕರ್ನಾಟಕ ಸರ್ಕಾರ	[733, 1151, 791, 1162]
irrigation-sign-1: ಸಹಿ/– ಕಾರ್ಯನಿರ್ವಾಹಕ ಅಭಿಯಂತರರು,	[800, 1403, 907, 1412]
